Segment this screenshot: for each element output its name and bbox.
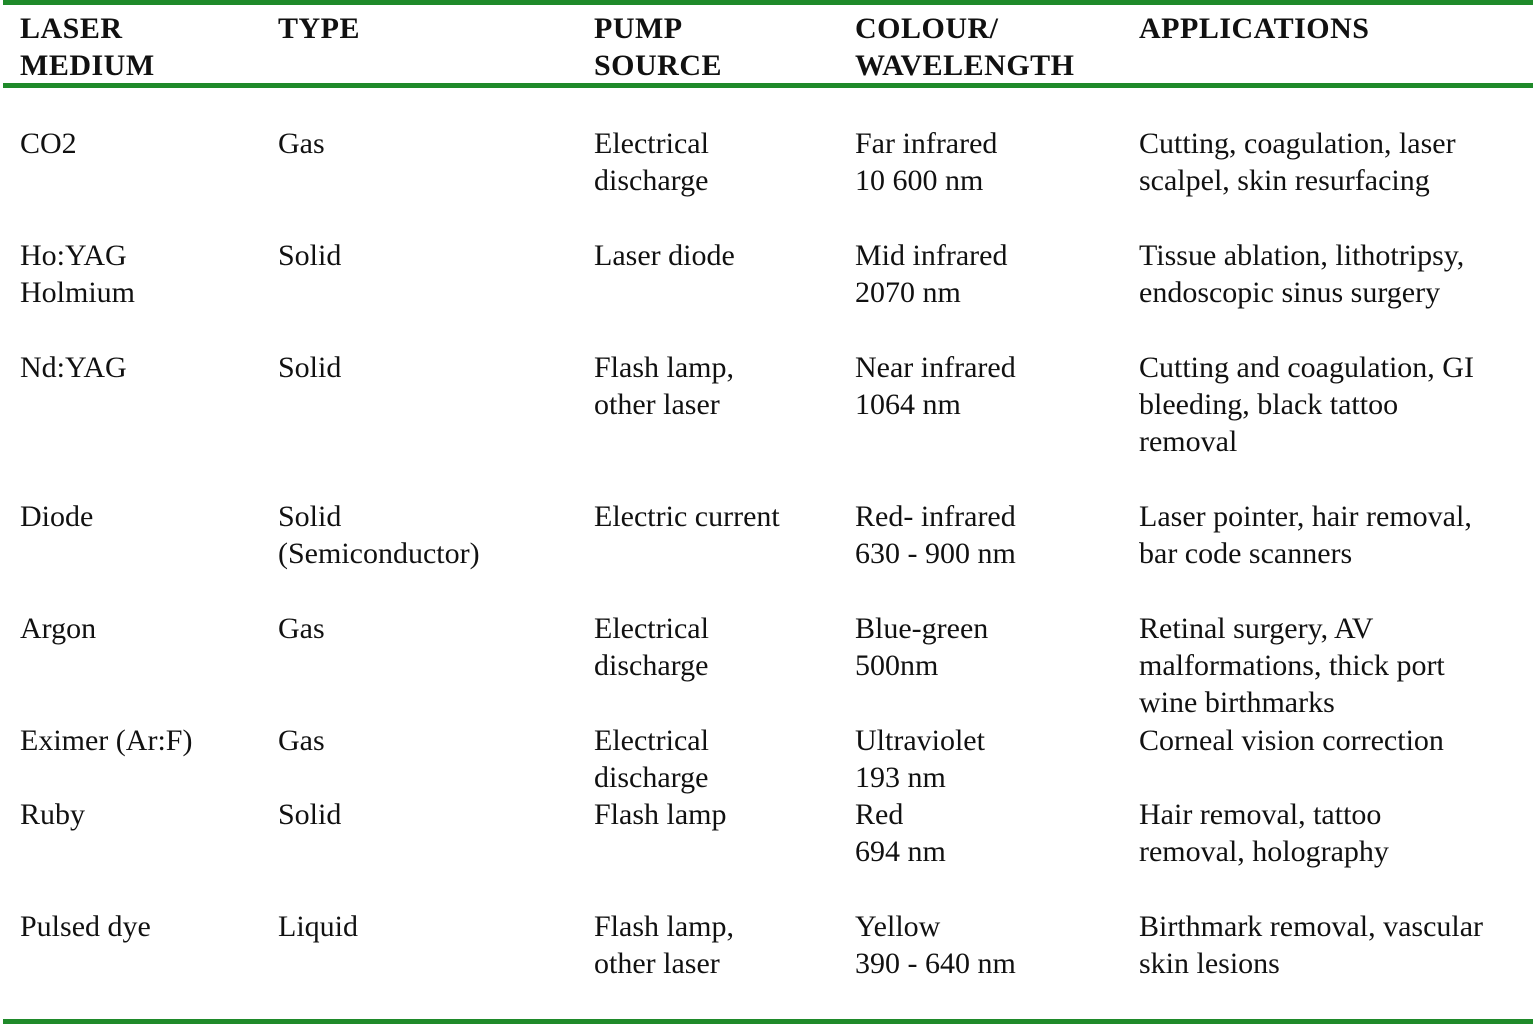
cell-type: Gas (278, 724, 325, 757)
cell-applications: Cutting, coagulation, laser scalpel, skin resurfacing (1139, 127, 1456, 197)
cell-type: Gas (278, 612, 325, 645)
cell-type: Solid (Semiconductor) (278, 500, 480, 570)
cell-type: Solid (278, 798, 342, 831)
header-rule (3, 83, 1533, 88)
cell-medium: Nd:YAG (20, 351, 127, 384)
cell-type: Gas (278, 127, 325, 160)
header-pump-source: PUMP SOURCE (594, 12, 723, 82)
cell-colour: Near infrared 1064 nm (855, 351, 1016, 421)
cell-pump: Electrical discharge (594, 127, 709, 197)
cell-medium: Ruby (20, 798, 86, 831)
cell-type: Solid (278, 351, 342, 384)
cell-colour: Blue-green 500nm (855, 612, 989, 682)
cell-pump: Flash lamp (594, 798, 727, 831)
cell-medium: Diode (20, 500, 94, 533)
header-laser-medium: LASER MEDIUM (20, 12, 155, 82)
cell-colour: Red 694 nm (855, 798, 946, 868)
bottom-rule (3, 1019, 1533, 1024)
header-type: TYPE (278, 12, 361, 45)
cell-medium: CO2 (20, 127, 77, 160)
cell-pump: Electrical discharge (594, 612, 709, 682)
cell-applications: Hair removal, tattoo removal, holography (1139, 798, 1389, 868)
cell-colour: Red- infrared 630 - 900 nm (855, 500, 1016, 570)
cell-medium: Eximer (Ar:F) (20, 724, 193, 757)
cell-colour: Far infrared 10 600 nm (855, 127, 998, 197)
cell-applications: Cutting and coagulation, GI bleeding, black tattoo removal (1139, 351, 1474, 458)
cell-pump: Flash lamp, other laser (594, 910, 734, 980)
cell-type: Liquid (278, 910, 358, 943)
cell-colour: Ultraviolet 193 nm (855, 724, 985, 794)
cell-colour: Mid infrared 2070 nm (855, 239, 1008, 309)
cell-medium: Argon (20, 612, 97, 645)
cell-type: Solid (278, 239, 342, 272)
cell-applications: Laser pointer, hair removal, bar code scanners (1139, 500, 1472, 570)
cell-applications: Birthmark removal, vascular skin lesions (1139, 910, 1484, 980)
header-colour-wavelength: COLOUR/ WAVELENGTH (855, 12, 1075, 82)
cell-medium: Pulsed dye (20, 910, 151, 943)
header-applications: APPLICATIONS (1139, 12, 1370, 45)
cell-applications: Retinal surgery, AV malformations, thick port wine birthmarks (1139, 612, 1445, 719)
cell-applications: Tissue ablation, lithotripsy, endoscopic sinus surgery (1139, 239, 1465, 309)
cell-pump: Electrical discharge (594, 724, 709, 794)
top-rule (3, 0, 1533, 5)
cell-medium: Ho:YAG Holmium (20, 239, 136, 309)
cell-pump: Flash lamp, other laser (594, 351, 734, 421)
cell-applications: Corneal vision correction (1139, 724, 1444, 757)
cell-pump: Electric current (594, 500, 780, 533)
cell-colour: Yellow 390 - 640 nm (855, 910, 1016, 980)
cell-pump: Laser diode (594, 239, 735, 272)
